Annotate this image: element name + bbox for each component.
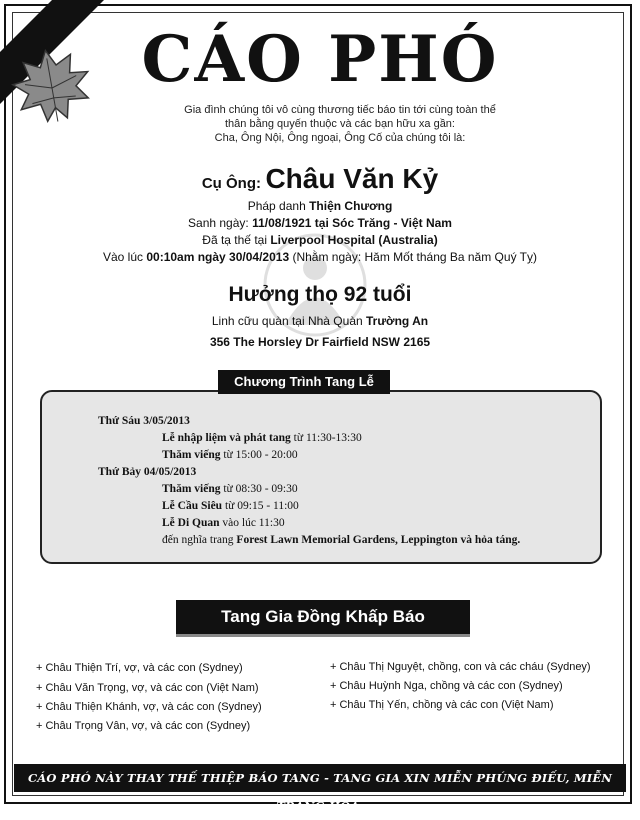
event-name: Thăm viếng (162, 449, 221, 461)
member-place: (Việt Nam) (501, 699, 554, 711)
event-time: từ 08:30 - 09:30 (223, 483, 298, 495)
died-place: Liverpool Hospital (Australia) (270, 233, 438, 247)
birth-line (0, 215, 640, 232)
deceased-name-line (0, 163, 640, 195)
event-time: từ 09:15 - 11:00 (224, 500, 299, 512)
died-label: Đã tạ thế tại (202, 233, 267, 247)
born-value: 11/08/1921 tại Sóc Trăng - Việt Nam (252, 216, 452, 230)
event-time: từ 11:30-13:30 (293, 432, 362, 444)
member-place: (Sydney) (198, 662, 243, 674)
day-2-event-1 (162, 483, 298, 495)
day-1-event-2 (162, 449, 298, 461)
event-name: Lễ nhập liệm và phát tang (162, 432, 291, 444)
death-time-line (0, 249, 640, 266)
event-name: Thăm viếng (162, 483, 221, 495)
intro-line: thân bằng quyến thuộc và các bạn hữu xa gần: (225, 118, 455, 130)
member-place: (Sydney) (518, 680, 563, 692)
family-member (36, 720, 250, 732)
family-member (330, 680, 563, 692)
program-heading: Chương Trình Tang Lễ (218, 370, 390, 394)
death-place-line (0, 232, 640, 249)
member-name: + Châu Thiện Trí, vợ, và các con (36, 662, 196, 674)
event-name: Lễ Cầu Siêu (162, 500, 223, 512)
member-place: (Sydney) (206, 720, 251, 732)
family-member (330, 661, 591, 673)
member-name: + Châu Thị Nguyệt, chồng, con và các cháu (330, 661, 544, 673)
member-name: + Châu Thiện Khánh, vợ, và các con (36, 701, 215, 713)
member-name: + Châu Văn Trọng, vợ, và các con (36, 682, 204, 694)
day-2-event-2 (162, 500, 299, 512)
intro-line: Gia đình chúng tôi vô cùng thương tiếc báo tin tới cùng toàn thể (184, 104, 496, 116)
event-text: đến nghĩa trang (162, 534, 234, 546)
family-heading: Tang Gia Đồng Khấp Báo (176, 600, 470, 637)
family-member (36, 682, 259, 694)
family-member (36, 662, 243, 674)
day-1-event-1 (162, 432, 362, 444)
dharma-name-line (0, 198, 640, 215)
dharma-name: Thiện Chương (309, 199, 393, 213)
name-prefix: Cụ Ông: (201, 175, 261, 192)
announcement-intro (150, 103, 530, 145)
age-line: Hưởng thọ 92 tuổi (228, 283, 412, 306)
member-place: (Sydney) (217, 701, 262, 713)
page-title: CÁO PHÓ (141, 22, 499, 97)
cemetery-name: Forest Lawn Memorial Gardens, Leppington (236, 534, 458, 546)
event-text: và hỏa táng. (460, 534, 521, 546)
member-name: + Châu Thị Yến, chồng và các con (330, 699, 499, 711)
funeral-home-address: 356 The Horsley Dr Fairfield NSW 2165 (209, 335, 431, 349)
lying-place: Trường An (366, 314, 429, 328)
dharma-label: Pháp danh (247, 199, 306, 213)
event-time: vào lúc 11:30 (222, 517, 285, 529)
member-place: (Sydney) (546, 661, 591, 673)
day-1-label: Thứ Sáu 3/05/2013 (98, 415, 190, 427)
family-member (36, 701, 262, 713)
footer-banner: CÁO PHÓ NÀY THAY THẾ THIỆP BÁO TANG - TANG GIA XIN MIỄN PHÚNG ĐIẾU, MIỄN TRÀNG HOA. (14, 764, 626, 792)
event-time: từ 15:00 - 20:00 (223, 449, 298, 461)
time-value: 00:10am ngày 30/04/2013 (146, 250, 290, 264)
day-2-event-4 (162, 534, 520, 546)
day-2-event-3 (162, 517, 285, 529)
member-name: + Châu Huỳnh Nga, chồng và các con (330, 680, 516, 692)
deceased-name: Châu Văn Kỷ (265, 163, 439, 194)
born-label: Sanh ngày: (188, 216, 249, 230)
member-place: (Việt Nam) (206, 682, 259, 694)
lunar-date: (Nhằm ngày: Hăm Mốt tháng Ba năm Quý Tỵ) (292, 250, 538, 264)
intro-line: Cha, Ông Nội, Ông ngoại, Ông Cố của chúng tôi là: (214, 132, 466, 144)
lying-label: Linh cữu quàn tại Nhà Quàn (211, 314, 363, 328)
event-name: Lễ Di Quan (162, 517, 220, 529)
family-member (330, 699, 554, 711)
day-2-label: Thứ Bảy 04/05/2013 (98, 466, 197, 478)
time-label: Vào lúc (102, 250, 143, 264)
member-name: + Châu Trọng Vân, vợ, và các con (36, 720, 204, 732)
funeral-home-line (0, 313, 640, 330)
